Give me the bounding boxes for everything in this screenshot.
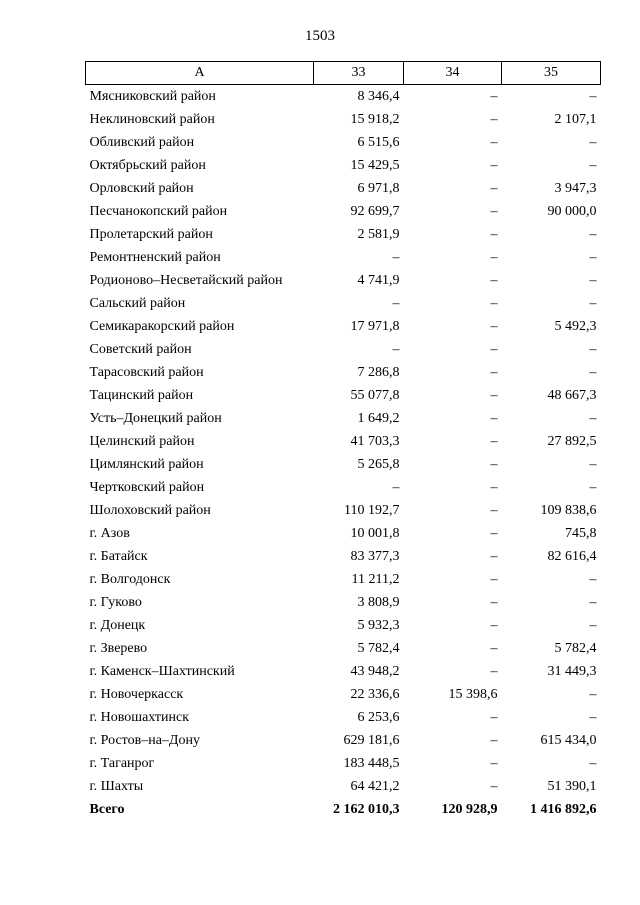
table-row [86, 200, 601, 223]
col-34-cell: – [490, 134, 498, 150]
table-row [86, 430, 601, 453]
col-34-cell: – [490, 203, 498, 219]
col-33-cell: 6 515,6 [357, 134, 400, 150]
col-35-cell: 90 000,0 [547, 203, 597, 219]
col-34-cell: – [490, 617, 498, 633]
col-35-cell: – [589, 479, 597, 495]
region-name-cell: Октябрьский район [89, 157, 206, 173]
col-35-cell: 5 782,4 [554, 640, 597, 656]
col-34-cell: – [490, 387, 498, 403]
col-33-cell: 17 971,8 [350, 318, 400, 334]
col-33-cell: 55 077,8 [350, 387, 400, 403]
col-34-cell: – [490, 732, 498, 748]
total-col-35-cell: 1 416 892,6 [530, 801, 597, 817]
region-name-cell: г. Ростов–на–Дону [89, 732, 200, 748]
col-35-cell: – [589, 755, 597, 771]
col-34-cell: – [490, 594, 498, 610]
table-row [86, 384, 601, 407]
col-35-cell: – [589, 617, 597, 633]
col-35-cell: 3 947,3 [554, 180, 597, 196]
col-35-cell: 745,8 [565, 525, 597, 541]
total-row [86, 798, 601, 821]
col-35-cell: 615 434,0 [540, 732, 597, 748]
col-34-cell: – [490, 364, 498, 380]
col-33-cell: 2 581,9 [357, 226, 400, 242]
region-name-cell: Обливский район [89, 134, 195, 150]
region-name-cell: г. Батайск [89, 548, 148, 564]
table-row [86, 499, 601, 522]
region-name-cell: Шолоховский район [89, 502, 211, 518]
col-34-cell: – [490, 249, 498, 265]
table-row [86, 568, 601, 591]
table-row [86, 660, 601, 683]
table-row [86, 453, 601, 476]
region-name-cell: Песчанокопский район [89, 203, 228, 219]
col-35-cell: – [589, 709, 597, 725]
col-35-cell: – [589, 341, 597, 357]
table-row [86, 292, 601, 315]
region-name-cell: г. Гуково [89, 594, 142, 610]
table-row [86, 246, 601, 269]
col-34-cell: – [490, 318, 498, 334]
table-row [86, 683, 601, 706]
col-33-cell: 1 649,2 [357, 410, 400, 426]
col-35-cell: 27 892,5 [547, 433, 597, 449]
region-name-cell: Тарасовский район [89, 364, 204, 380]
col-33-cell: 11 211,2 [351, 571, 400, 587]
region-name-cell: г. Волгодонск [89, 571, 171, 587]
col-35-cell: 5 492,3 [554, 318, 597, 334]
col-35-cell: – [589, 410, 597, 426]
table-row [86, 108, 601, 131]
col-34-cell: – [490, 479, 498, 495]
col-34-cell: – [490, 341, 498, 357]
col-34-cell: – [490, 571, 498, 587]
col-35-cell: – [589, 134, 597, 150]
col-34-cell: – [490, 755, 498, 771]
total-col-34-cell: 120 928,9 [441, 801, 498, 817]
col-33-cell: – [392, 341, 400, 357]
col-33-cell: 5 265,8 [357, 456, 400, 472]
region-name-cell: Цимлянский район [89, 456, 204, 472]
col-33-cell: 5 932,3 [357, 617, 400, 633]
col-33-cell: 15 429,5 [350, 157, 400, 173]
table-row [86, 131, 601, 154]
table-row [86, 614, 601, 637]
col-34-cell: – [490, 272, 498, 288]
col-33-cell: 7 286,8 [357, 364, 400, 380]
col-34-cell: – [490, 456, 498, 472]
region-name-cell: Мясниковский район [89, 88, 216, 104]
header-cell: 34 [404, 62, 502, 85]
col-33-cell: 43 948,2 [350, 663, 400, 679]
col-35-cell: – [589, 686, 597, 702]
region-name-cell: Неклиновский район [89, 111, 215, 127]
col-34-cell: – [490, 88, 498, 104]
region-name-cell: Чертковский район [89, 479, 205, 495]
region-name-cell: Семикаракорский район [89, 318, 235, 334]
col-34-cell: – [490, 157, 498, 173]
col-33-cell: – [392, 295, 400, 311]
table-row [86, 522, 601, 545]
col-35-cell: – [589, 226, 597, 242]
col-34-cell: – [490, 111, 498, 127]
table-row [86, 315, 601, 338]
col-33-cell: 3 808,9 [357, 594, 400, 610]
region-name-cell: Родионово–Несветайский район [89, 272, 283, 288]
region-name-cell: г. Донецк [89, 617, 146, 633]
table-row [86, 269, 601, 292]
region-name-cell: Ремонтненский район [89, 249, 221, 265]
region-name-cell: Усть–Донецкий район [89, 410, 222, 426]
table-row [86, 591, 601, 614]
col-34-cell: – [490, 778, 498, 794]
region-name-cell: г. Зверево [89, 640, 148, 656]
table-row [86, 154, 601, 177]
col-34-cell: – [490, 295, 498, 311]
col-35-cell: 109 838,6 [540, 502, 597, 518]
col-35-cell: – [589, 456, 597, 472]
col-34-cell: – [490, 180, 498, 196]
header-row [86, 62, 601, 85]
col-34-cell: – [490, 410, 498, 426]
col-34-cell: – [490, 433, 498, 449]
col-34-cell: – [490, 663, 498, 679]
total-col-33-cell: 2 162 010,3 [333, 801, 400, 817]
col-35-cell: 82 616,4 [547, 548, 597, 564]
col-35-cell: – [589, 88, 597, 104]
col-34-cell: – [490, 548, 498, 564]
page-number: 1503 [305, 28, 335, 44]
region-name-cell: Тацинский район [89, 387, 194, 403]
col-35-cell: – [589, 295, 597, 311]
total-label-cell: Всего [89, 801, 125, 817]
col-34-cell: 15 398,6 [448, 686, 498, 702]
table-row [86, 177, 601, 200]
table-body [86, 85, 601, 822]
col-35-cell: – [589, 364, 597, 380]
table-row [86, 752, 601, 775]
table-row [86, 706, 601, 729]
col-33-cell: 6 971,8 [357, 180, 400, 196]
col-35-cell: – [589, 594, 597, 610]
col-33-cell: 92 699,7 [350, 203, 400, 219]
region-name-cell: Целинский район [89, 433, 195, 449]
table-row [86, 775, 601, 798]
col-33-cell: 5 782,4 [357, 640, 400, 656]
table-row [86, 729, 601, 752]
region-name-cell: г. Новочеркасск [89, 686, 184, 702]
col-35-cell: – [589, 157, 597, 173]
table-row [86, 545, 601, 568]
col-33-cell: 8 346,4 [357, 88, 400, 104]
col-33-cell: – [392, 479, 400, 495]
col-33-cell: 110 192,7 [344, 502, 400, 518]
col-33-cell: – [392, 249, 400, 265]
col-33-cell: 629 181,6 [343, 732, 400, 748]
region-name-cell: г. Шахты [89, 778, 144, 794]
table-row [86, 361, 601, 384]
col-34-cell: – [490, 226, 498, 242]
col-35-cell: 2 107,1 [554, 111, 597, 127]
col-34-cell: – [490, 640, 498, 656]
header-cell: 33 [314, 62, 404, 85]
col-34-cell: – [490, 525, 498, 541]
col-35-cell: 31 449,3 [547, 663, 597, 679]
header-cell: 35 [502, 62, 601, 85]
col-33-cell: 4 741,9 [357, 272, 400, 288]
col-34-cell: – [490, 709, 498, 725]
table-row [86, 407, 601, 430]
region-name-cell: Сальский район [89, 295, 186, 311]
table-row [86, 637, 601, 660]
table-row [86, 338, 601, 361]
col-33-cell: 41 703,3 [350, 433, 400, 449]
col-35-cell: – [589, 571, 597, 587]
col-35-cell: 48 667,3 [547, 387, 597, 403]
table-row [86, 476, 601, 499]
col-33-cell: 183 448,5 [343, 755, 400, 771]
col-34-cell: – [490, 502, 498, 518]
region-name-cell: г. Азов [89, 525, 130, 541]
col-33-cell: 10 001,8 [350, 525, 400, 541]
col-33-cell: 22 336,6 [350, 686, 400, 702]
col-35-cell: – [589, 249, 597, 265]
table-row [86, 85, 601, 109]
region-name-cell: г. Таганрог [89, 755, 155, 771]
col-33-cell: 83 377,3 [350, 548, 400, 564]
region-name-cell: г. Каменск–Шахтинский [89, 663, 235, 679]
col-35-cell: 51 390,1 [547, 778, 597, 794]
region-name-cell: г. Новошахтинск [89, 709, 190, 725]
region-name-cell: Орловский район [89, 180, 194, 196]
header-cell: А [86, 62, 314, 85]
region-name-cell: Советский район [89, 341, 192, 357]
col-33-cell: 6 253,6 [357, 709, 400, 725]
col-33-cell: 15 918,2 [350, 111, 400, 127]
col-35-cell: – [589, 272, 597, 288]
data-table [85, 61, 601, 821]
region-name-cell: Пролетарский район [89, 226, 213, 242]
col-33-cell: 64 421,2 [350, 778, 400, 794]
table-row [86, 223, 601, 246]
